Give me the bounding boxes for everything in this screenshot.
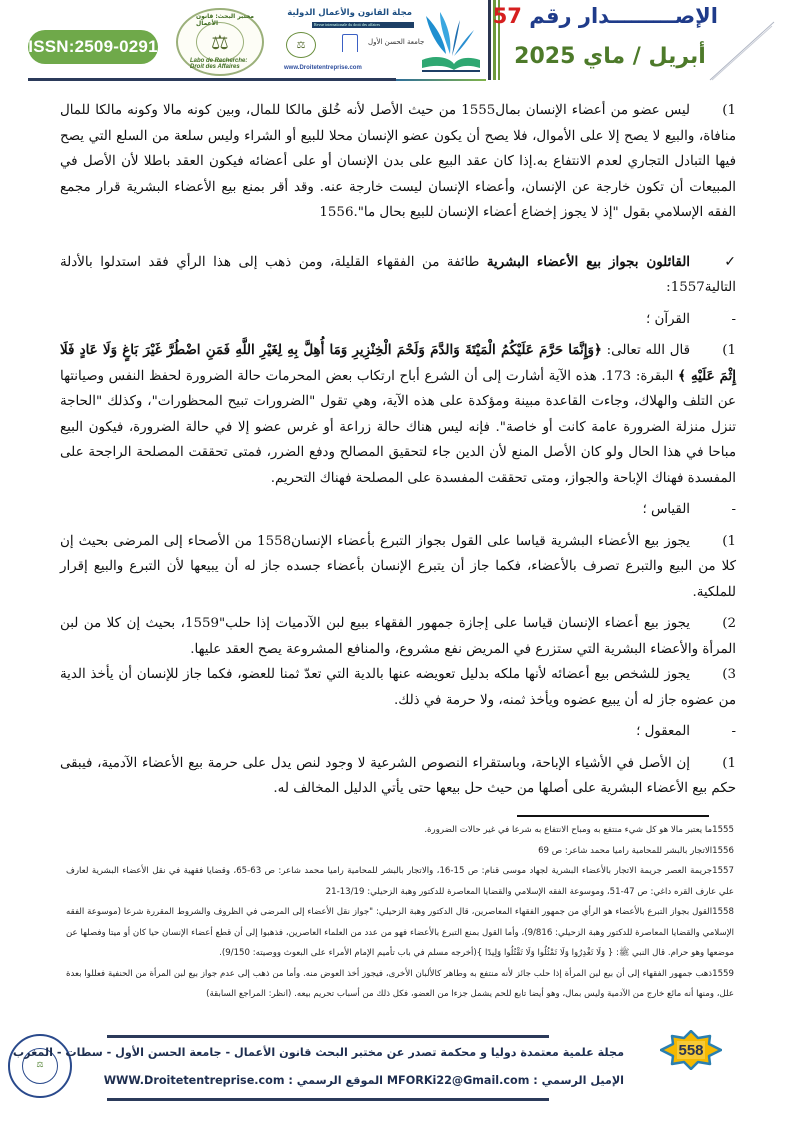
paragraph-text: يجوز بيع الأعضاء البشرية قياسا على القول بجواز التبرع بأعضاء الإنسان1558 من الأصحاء إلى المرضى بحيث إن كلا من البيع والتبرع تصرف بالأعضاء، فكما جاز أن يتبرع الإنسان بأعضاء جسده جاز له أن يبيعها لأن التبرع والبيع إقرار للملكية.: [60, 533, 736, 600]
paragraph-text: ليس عضو من أعضاء الإنسان بمال1555 من حيث الأصل لأنه خُلق مالكا للمال، وبين كونه مالا وكونه مالكا للمال منافاة، والبيع لا يصح إلا على الأموال، فلا يصح أن يكون عضو الإنسان محلا للبيع أو الشراء وليس سلعة من السلع التي يصح فيها التبادل التجاري لعدم الانتفاع به.إذا كان عقد البيع على بدن الإنسان أو على أعضائه فيكون العقد باطلا لأن الأصل في المبيعات أن تكون خارجة عن الإنسان، وأعضاء الإنسان ليست خارجة عنه. وقد أقر بمنع بيع الأعضاء البشرية قرار مجمع الفقه الإسلامي بقول "إذ لا يجوز إخضاع أعضاء الإنسان للبيع بحال ما".1556: [60, 103, 736, 220]
footnote-1555: 1555ما يعتبر مالا هو كل شيء منتفع به ومباح الانتفاع به شرعا في غير حالات الضرورة.: [424, 825, 734, 835]
paragraph-text: يجوز بيع أعضاء الإنسان قياسا على إجازة جمهور الفقهاء ببيع لبن الآدميات إذا حلب"1559، بحيث إن كلا من لبن المرأة والأعضاء البشرية التي ستزرع في المريض نفع مشروع، والمنافع المشروعة يصح العقد عليها.: [60, 616, 736, 657]
research-lab-seal-logo: [176, 8, 264, 76]
subheading-text: القرآن ؛: [645, 311, 690, 327]
list-number: 2): [722, 616, 736, 631]
issue-number: 57: [492, 4, 522, 28]
article-body: [60, 92, 736, 802]
footnote-1559: 1559ذهب جمهور الفقهاء إلى أن بيع لبن المرأة إذا حلب جائز لأنه منتفع به وطاهر كالألبان الأخرى، فيجوز أخذ العوض منه. وأما من ذهب إلى عدم جواز بيع لبن المرأة من الحنفية فعللوا بعدة علل، ومنها أنه مائع خارج من الآدمية وليس بمال، وهو أيضا تابع للحم يشمل جزءا من العضو، فكل ذلك من أسباب تحريم بيعه. (انظر: المراجع السابقة): [66, 968, 734, 999]
dash-bullet: -: [731, 502, 736, 517]
list-number: 1): [722, 533, 736, 549]
heading-maqul: [60, 719, 736, 745]
website-link[interactable]: WWW.Droitetentreprise.com: [103, 1074, 285, 1087]
mini-scales-icon: ⚖: [286, 32, 316, 58]
paragraph-quran-1: [60, 338, 736, 491]
list-number: 1): [722, 755, 736, 771]
quran-verse: ﴿وَإِنَّمَا حَرَّمَ عَلَيْكُمُ الْمَيْتَةَ وَالدَّمَ وَلَحْمَ الْخِنْزِيرِ وَمَا أُهِلَّ بِهِ لِغَيْرِ اللَّهِ فَمَنِ اضْطُرَّ غَيْرَ بَاغٍ وَلَا عَادٍ فَلَا إِثْمَ عَلَيْهِ ﴾: [60, 342, 737, 384]
dash-bullet: -: [731, 311, 736, 327]
paragraph-text: طائفة من الفقهاء القليلة، ومن ذهب إلى هذا الرأي فقد استدلوا بالأدلة التالية1557:: [60, 254, 736, 295]
paragraph-text: يجوز للشخص بيع أعضائه لأنها ملكه بدليل تعويضه عنها بالدية التي تعدّ ثمنا للعضو، فكما جاز للإنسان أن يأخذ الدية من عضوه جاز له أن يبيع عضوه ويأخذ ثمنه، ولا حرمة في ذلك.: [60, 667, 736, 708]
journal-subtitle: Revue internationale du droit des affaires: [312, 22, 414, 28]
list-number: 3): [722, 667, 736, 682]
checkmark-icon: ✓: [724, 253, 736, 270]
university-name: جامعة الحسن الأول: [368, 38, 425, 46]
page-number: 558: [678, 1041, 704, 1059]
paragraph-proponents: [60, 250, 736, 301]
page-header: [0, 0, 793, 84]
quote-intro: قال الله تعالى:: [601, 343, 690, 358]
issue-label: الإصـــــــــدار رقم: [529, 4, 718, 28]
footer-rule-bottom: [107, 1098, 549, 1101]
footer-journal-description: مجلة علمية معتمدة دوليا و محكمة تصدر عن مختبر البحث قانون الأعمال - جامعة الحسن الأول - سطات - المغرب: [12, 1046, 624, 1059]
subheading-text: المعقول ؛: [636, 724, 690, 739]
site-label: الموقع الرسمي :: [284, 1074, 384, 1087]
heading-qiyas: [60, 497, 736, 523]
author-seal-logo: [8, 1034, 72, 1098]
paragraph-bold-lead: القائلون بجواز بيع الأعضاء البشرية: [486, 253, 690, 270]
decorative-slash-lines: [706, 20, 776, 82]
subheading-text: القياس ؛: [642, 502, 690, 517]
footnote-separator: [517, 815, 709, 817]
issue-number-heading: [492, 4, 718, 28]
footnote-1556: 1556الاتجار بالبشر للمحامية راميا محمد شاعر: ص 69: [538, 845, 734, 856]
list-number: 1): [722, 103, 737, 118]
header-rule-gradient: [396, 79, 486, 81]
lab-seal-arabic-text: مختبر البحث: قانون الأعمال: [196, 13, 254, 27]
university-tower-icon: [342, 34, 358, 52]
issn-badge: ISSN:2509-0291: [28, 30, 158, 64]
scales-of-justice-icon: ⚖: [196, 22, 244, 62]
journal-logo: [282, 4, 482, 76]
footnotes: [66, 820, 734, 1005]
footer-contact-line: [104, 1074, 624, 1087]
email-label: الإميل الرسمي :: [529, 1074, 624, 1087]
paragraph-qiyas-2: [60, 611, 736, 662]
seal-book-icon: ⚖: [36, 1060, 44, 1069]
heading-quran: [60, 307, 736, 333]
footer-rule-top: [107, 1035, 549, 1038]
list-number: 1): [722, 343, 736, 358]
paragraph-text: إن الأصل في الأشياء الإباحة، وباستقراء النصوص الشرعية لا وجود لنص يدل على حرمة بيع الأعضاء الآدمية، فيبقى حكم بيع الأعضاء البشرية على أصلها من حيث حل بيعها حتى يأتي الدليل المخالف له.: [60, 755, 736, 796]
footnote-1557: 1557جريمة العصر جريمة الاتجار بالأعضاء البشرية لجهاد موسى قنام: ص 15-16، والاتجار بالبشر للمحامية راميا محمد شاعر: ص 63-65، وقضايا فقهية في نقل الأعضاء البشرية لعارف علي عارف القره داغي: ص 47-51، وموسوعة الفقه الإسلامي والقضايا المعاصرة للدكتور وهبة الزحيلي: 13/19-21: [66, 866, 734, 897]
lab-seal-french-text: Labo de Recherche: Droit des Affaires: [190, 58, 248, 70]
paragraph-qiyas-3: [60, 662, 736, 713]
footnote-1558: 1558القول بجواز التبرع بالأعضاء هو الرأي من جمهور الفقهاء المعاصرين، قال الدكتور وهبة الزحيلي: "جواز نقل الأعضاء إلى المرضى في الظروف والشروط المقررة شرعا (موسوعة الفقه الإسلامي والقضايا المعاصرة للدكتور وهبة الزحيلي: 9/816)، وأما القول بمنع التبرع بالأعضاء فهو من عدد من العلماء العاصرين، فذهبوا إلى أن قطع أعضاء الإنسان حيا كان أو ميتا وفصلها عن موضعها وهو حرام. قال النبي ﷺ: { وَلَا تَغْدِرُوا وَلَا تَمْثُلُوا وَلَا تَقْتُلُوا وَلِيدًا }(أخرجه مسلم في باب تأميم الإمام الأمراء على البعوث ووصيته: 9/150).: [66, 907, 735, 958]
paragraph-text: البقرة: 173. هذه الآية أشارت إلى أن الشرع أباح ارتكاب بعض المحرمات حالة الضرورة لحفظ النفس وصيانتها عن التلف والهلاك، وجاءت القاعدة مبينة ومؤكدة على هذه الآية، وهي تقول "الضرورات تبيح المحظورات"، وكذلك "الحاجة تنزل منزلة الضرورة عامة كانت أو خاصة". فإنه ليس هناك حالة زراعة أو غرس عضو إلا في حالة الضرورة، فيكون البيع مباحا في هذا الحال ولو كان الأصل المنع لأن الدين جاء لتحقيق المصالح ودفع الضرر، فمتى تحققت المصلحة الراجحة على المفسدة فهناك الإباحة والجواز، ومتى تحققت المفسدة على المصلحة فهناك التحريم.: [60, 368, 736, 486]
paragraph-1: [60, 98, 736, 226]
email-link[interactable]: MFORKi22@Gmail.com: [386, 1074, 530, 1087]
header-rule: [28, 78, 396, 81]
dash-bullet: -: [731, 724, 736, 739]
journal-url: www.Droitetentreprise.com: [284, 65, 362, 71]
open-book-leaves-icon: [416, 10, 482, 76]
paragraph-qiyas-1: [60, 529, 736, 606]
journal-title: مجلة القانون والأعمال الدولية: [287, 8, 412, 18]
page-number-badge: [660, 1030, 722, 1070]
issue-date: أبريل / ماي 2025: [514, 44, 706, 69]
paragraph-maqul-1: [60, 751, 736, 802]
